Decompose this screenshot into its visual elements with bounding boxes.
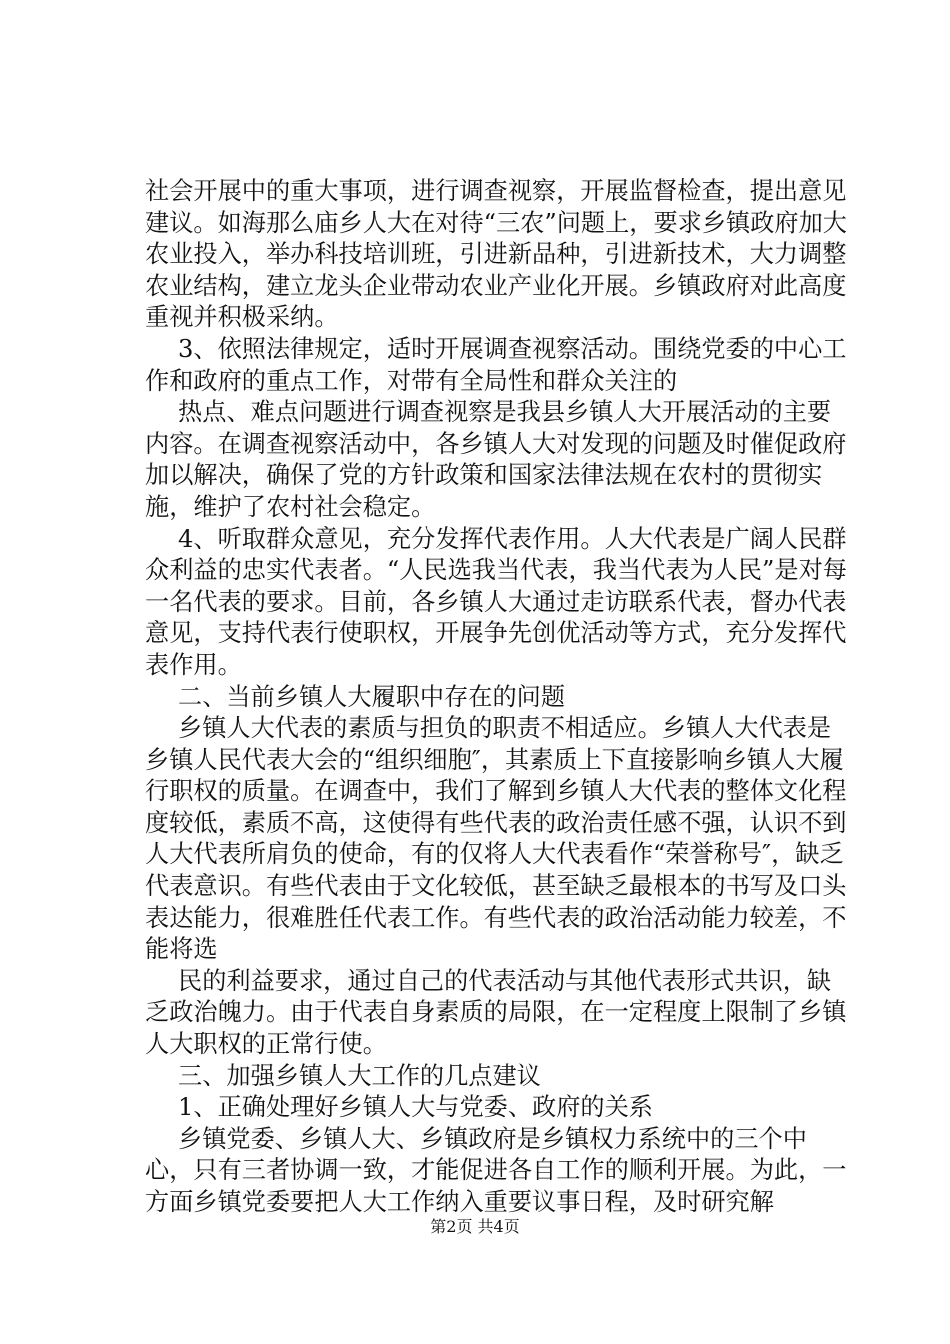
section-heading-3: 三、加强乡镇人大工作的几点建议 [178,1061,541,1090]
page-footer [0,1217,950,1237]
paragraph-5: 乡镇人大代表的素质与担负的职责不相适应。乡镇人大代表是乡镇人民代表大会的“组织细胞″，其素质上下直接影响乡镇人大履行职权的质量。在调查中，我们了解到乡镇人大代表的整体文化程度较低，素质不高，这使得有些代表的政治责任感不强，认识不到人大代表所肩负的使命，有的仅将人大代表看作“荣誉称号″，缺乏代表意识。有些代表由于文化较低，甚至缺乏最根本的书写及口头表达能力，很难胜任代表工作。有些代表的政治活动能力较差，不能将选 [145,714,847,964]
paragraph-4: 4、听取群众意见，充分发挥代表作用。人大代表是广阔人民群众利益的忠实代表者。“人民选我当代表，我当代表为人民”是对每一名代表的要求。目前，各乡镇人大通过走访联系代表，督办代表意见，支持代表行使职权，开展争先创优活动等方式，充分发挥代表作用。 [145,524,847,679]
page-number-label: 第2页 共4页 [430,1217,520,1236]
document-body [145,176,850,1219]
subsection-heading-1: 1、正确处理好乡镇人大与党委、政府的关系 [178,1093,653,1122]
paragraph-3: 热点、难点问题进行调查视察是我县乡镇人大开展活动的主要内容。在调查视察活动中，各乡镇人大对发现的问题及时催促政府加以解决，确保了党的方针政策和国家法律法规在农村的贯彻实施，维护了农村社会稳定。 [145,398,847,521]
section-heading-2: 二、当前乡镇人大履职中存在的问题 [178,682,566,711]
paragraph-2: 3、依照法律规定，适时开展调查视察活动。围绕党委的中心工作和政府的重点工作，对带有全局性和群众关注的 [145,334,847,395]
paragraph-1: 社会开展中的重大事项，进行调查视察，开展监督检查，提出意见建议。如海那么庙乡人大在对待“三农”问题上，要求乡镇政府加大农业投入，举办科技培训班，引进新品种，引进新技术，大力调整农业结构，建立龙头企业带动农业产业化开展。乡镇政府对此高度重视并积极采纳。 [145,177,847,332]
paragraph-7: 乡镇党委、乡镇人大、乡镇政府是乡镇权力系统中的三个中心，只有三者协调一致，才能促进各自工作的顺利开展。为此，一方面乡镇党委要把人大工作纳入重要议事日程，及时研究解 [145,1124,847,1216]
paragraph-6: 民的利益要求，通过自己的代表活动与其他代表形式共识，缺乏政治魄力。由于代表自身素质的局限，在一定程度上限制了乡镇人大职权的正常行使。 [145,966,847,1059]
